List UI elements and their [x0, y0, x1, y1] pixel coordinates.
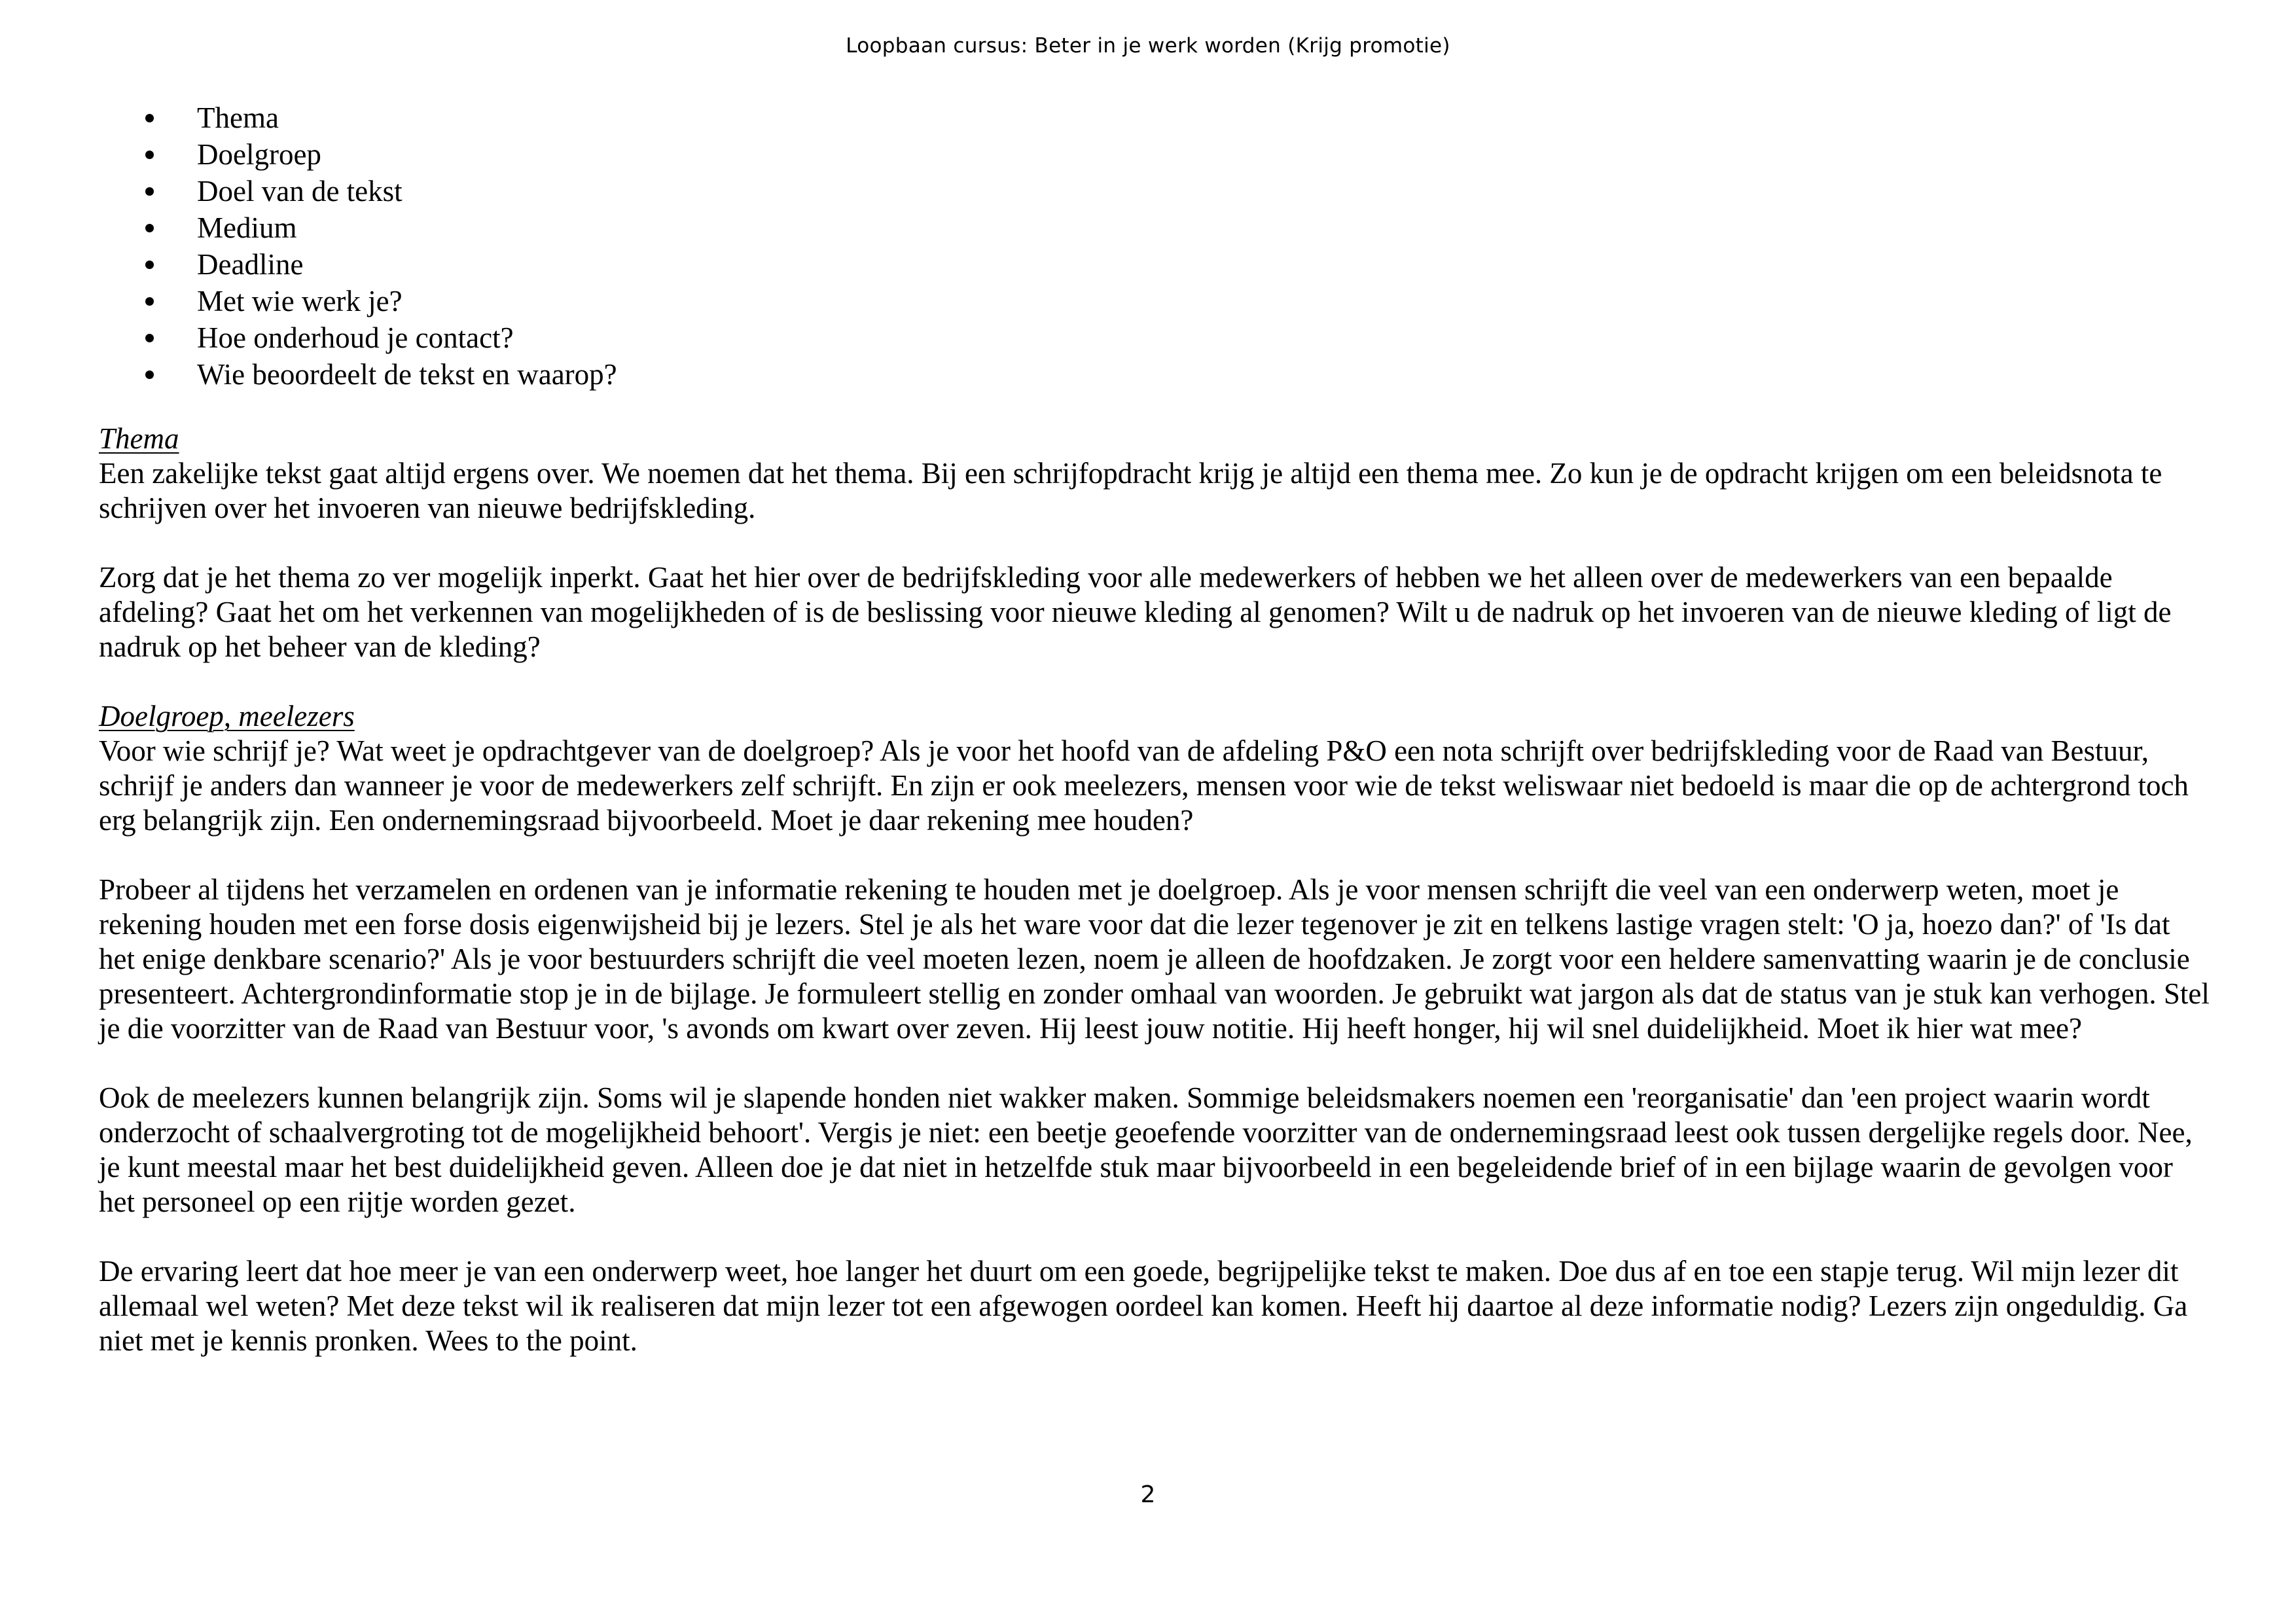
- list-item-label: Thema: [197, 101, 279, 134]
- page-header: Loopbaan cursus: Beter in je werk worden (Krijg promotie): [846, 34, 1450, 58]
- list-item: [99, 136, 2213, 173]
- section-thema: [99, 422, 2213, 664]
- list-item: [99, 246, 2213, 283]
- list-item-label: Deadline: [197, 248, 304, 281]
- list-item-label: Wie beoordeelt de tekst en waarop?: [197, 358, 617, 391]
- topic-bullet-list: [99, 99, 2213, 393]
- paragraph: De ervaring leert dat hoe meer je van een onderwerp weet, hoe langer het duurt om een goede, begrijpelijke tekst te maken. Doe dus af en toe een stapje terug. Wil mijn lezer dit allemaal wel weten? Met deze tekst wil ik realiseren dat mijn lezer tot een afgewogen oordeel kan komen. Heeft hij daartoe al deze informatie nodig? Lezers zijn ongeduldig. Ga niet met je kennis pronken. Wees to the point.: [99, 1255, 2188, 1357]
- section-doelgroep: [99, 699, 2213, 1358]
- list-item-label: Doelgroep: [197, 138, 321, 171]
- paragraph: Ook de meelezers kunnen belangrijk zijn. Soms wil je slapende honden niet wakker maken. Sommige beleidsmakers noemen een 'reorganisatie' dan 'een project waarin wordt onderzocht of schaalvergroting tot de mogelijkheid behoort'. Vergis je niet: een beetje geoefende voorzitter van de ondernemingsraad leest ook tussen dergelijke regels door. Nee, je kunt meestal maar het best duidelijkheid geven. Alleen doe je dat niet in hetzelfde stuk maar bijvoorbeeld in een begeleidende brief of in een bijlage waarin de gevolgen voor het personeel op een rijtje worden gezet.: [99, 1081, 2193, 1218]
- list-item: [99, 209, 2213, 246]
- list-item: [99, 99, 2213, 136]
- list-item: [99, 319, 2213, 356]
- bullet-icon: [145, 334, 154, 342]
- list-item-label: Medium: [197, 211, 297, 244]
- paragraph: Een zakelijke tekst gaat altijd ergens over. We noemen dat het thema. Bij een schrijfopdracht krijg je altijd een thema mee. Zo kun je de opdracht krijgen om een beleidsnota te schrijven over het invoeren van nieuwe bedrijfskleding.: [99, 457, 2162, 524]
- paragraph: Zorg dat je het thema zo ver mogelijk inperkt. Gaat het hier over de bedrijfskleding voor alle medewerkers of hebben we het alleen over de medewerkers van een bepaalde afdeling? Gaat het om het verkennen van mogelijkheden of is de beslissing voor nieuwe kleding al genomen? Wilt u de nadruk op het invoeren van de nieuwe kleding of ligt de nadruk op het beheer van de kleding?: [99, 561, 2172, 663]
- bullet-icon: [145, 114, 154, 122]
- list-item-label: Met wie werk je?: [197, 285, 403, 317]
- document-body: [99, 99, 2213, 1358]
- bullet-icon: [145, 187, 154, 196]
- paragraph: Voor wie schrijf je? Wat weet je opdrachtgever van de doelgroep? Als je voor het hoofd van de afdeling P&O een nota schrijft over bedrijfskleding voor de Raad van Bestuur, schrijf je anders dan wanneer je voor de medewerkers zelf schrijft. En zijn er ook meelezers, mensen voor wie de tekst weliswaar niet bedoeld is maar die op de achtergrond toch erg belangrijk zijn. Een ondernemingsraad bijvoorbeeld. Moet je daar rekening mee houden?: [99, 734, 2189, 837]
- paragraph: Probeer al tijdens het verzamelen en ordenen van je informatie rekening te houden met je doelgroep. Als je voor mensen schrijft die veel van een onderwerp weten, moet je rekening houden met een forse dosis eigenwijsheid bij je lezers. Stel je als het ware voor dat die lezer tegenover je zit en telkens lastige vragen stelt: 'O ja, hoezo dan?' of 'Is dat het enige denkbare scenario?' Als je voor bestuurders schrijft die veel moeten lezen, noem je alleen de hoofdzaken. Je zorgt voor een heldere samenvatting waarin je de conclusie presenteert. Achtergrondinformatie stop je in de bijlage. Je formuleert stellig en zonder omhaal van woorden. Je gebruikt wat jargon als dat de status van je stuk kan verhogen. Stel je die voorzitter van de Raad van Bestuur voor, 's avonds om kwart over zeven. Hij leest jouw notitie. Hij heeft honger, hij wil snel duidelijkheid. Moet ik hier wat mee?: [99, 873, 2210, 1045]
- page-number: 2: [1140, 1481, 1156, 1508]
- list-item: [99, 173, 2213, 209]
- list-item: [99, 356, 2213, 393]
- list-item-label: Hoe onderhoud je contact?: [197, 321, 514, 354]
- bullet-icon: [145, 224, 154, 232]
- bullet-icon: [145, 261, 154, 269]
- section-heading: Thema: [99, 422, 179, 455]
- list-item-label: Doel van de tekst: [197, 175, 403, 208]
- bullet-icon: [145, 370, 154, 379]
- list-item: [99, 283, 2213, 319]
- bullet-icon: [145, 297, 154, 306]
- section-heading: Doelgroep, meelezers: [99, 700, 355, 732]
- bullet-icon: [145, 151, 154, 159]
